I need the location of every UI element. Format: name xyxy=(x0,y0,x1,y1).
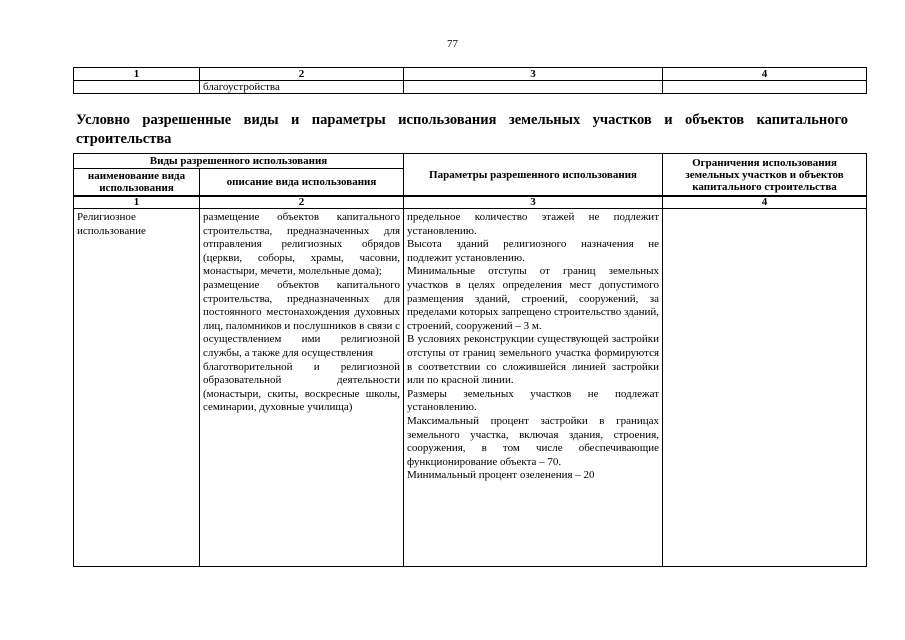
column-number-3: 3 xyxy=(404,196,663,209)
params-header: Параметры разрешенного использования xyxy=(404,154,663,197)
land-use-table xyxy=(73,153,867,567)
continuation-cell-4 xyxy=(663,81,867,94)
limits-header: Ограничения использования земельных участков и объектов капитального строительства xyxy=(663,154,867,197)
use-limits-cell xyxy=(663,209,867,567)
section-title: Условно разрешенные виды и параметры использования земельных участков и объектов капитального строительства xyxy=(76,112,848,147)
column-number-2: 2 xyxy=(200,196,404,209)
parameter-paragraph: Размеры земельных участков не подлежат установлению. xyxy=(407,387,660,414)
continuation-cell-1 xyxy=(74,81,200,94)
parameter-paragraph: предельное количество этажей не подлежит установлению. xyxy=(407,211,660,237)
continuation-header-row xyxy=(74,68,867,81)
continuation-col-3: 3 xyxy=(404,68,663,81)
continuation-table xyxy=(73,67,867,94)
parameter-paragraph: В условиях реконструкции существующей застройки отступы от границ земельного участка формируются в соответствии со сложившейся линией застройки или по красной линии. xyxy=(407,333,660,387)
description-paragraph: размещение объектов капитального строительства, предназначенных для отправления религиозных обрядов (церкви, соборы, храмы, часовни, монастыри, мечети, молельные дома); xyxy=(203,211,401,278)
use-name-cell xyxy=(74,209,200,567)
description-paragraph: размещение объектов капитального строительства, предназначенных для постоянного местонахождения духовных лиц, паломников и послушников в связи с осуществлением ими религиозной службы, а также для осуществления xyxy=(203,278,401,359)
continuation-cell-2: благоустройства xyxy=(200,81,404,94)
table-row xyxy=(74,209,867,567)
continuation-cell-3 xyxy=(404,81,663,94)
continuation-col-1: 1 xyxy=(74,68,200,81)
group-header: Виды разрешенного использования xyxy=(74,154,404,169)
continuation-col-4: 4 xyxy=(663,68,867,81)
column-number-4: 4 xyxy=(663,196,867,209)
use-parameters-cell xyxy=(404,209,663,567)
header-row-1 xyxy=(74,154,867,169)
page-number: 77 xyxy=(447,38,458,50)
continuation-col-2: 2 xyxy=(200,68,404,81)
description-paragraph: благотворительной и религиозной образовательной деятельности (монастыри, скиты, воскресные школы, семинарии, духовные училища) xyxy=(203,360,401,414)
name-header: наименование вида использования xyxy=(74,169,200,197)
continuation-row xyxy=(74,81,867,94)
parameter-paragraph: Высота зданий религиозного назначения не подлежит установлению. xyxy=(407,238,660,264)
parameter-paragraph: Минимальный процент озеленения – 20 xyxy=(407,469,595,482)
use-description-cell xyxy=(200,209,404,567)
parameter-paragraph: Минимальные отступы от границ земельных участков в целях определения мест допустимого размещения зданий, строений, сооружений, за пределами которых запрещено строительство зданий, строений, сооружений – 3 м. xyxy=(407,265,660,332)
description-header: описание вида использования xyxy=(200,169,404,197)
use-name: Религиозное использование xyxy=(77,211,146,237)
parameter-paragraph: Максимальный процент застройки в границах земельного участка, включая здания, строения, сооружения, в том числе обеспечивающие функционирование объекта – 70. xyxy=(407,414,660,468)
column-number-1: 1 xyxy=(74,196,200,209)
column-numbers-row xyxy=(74,196,867,209)
